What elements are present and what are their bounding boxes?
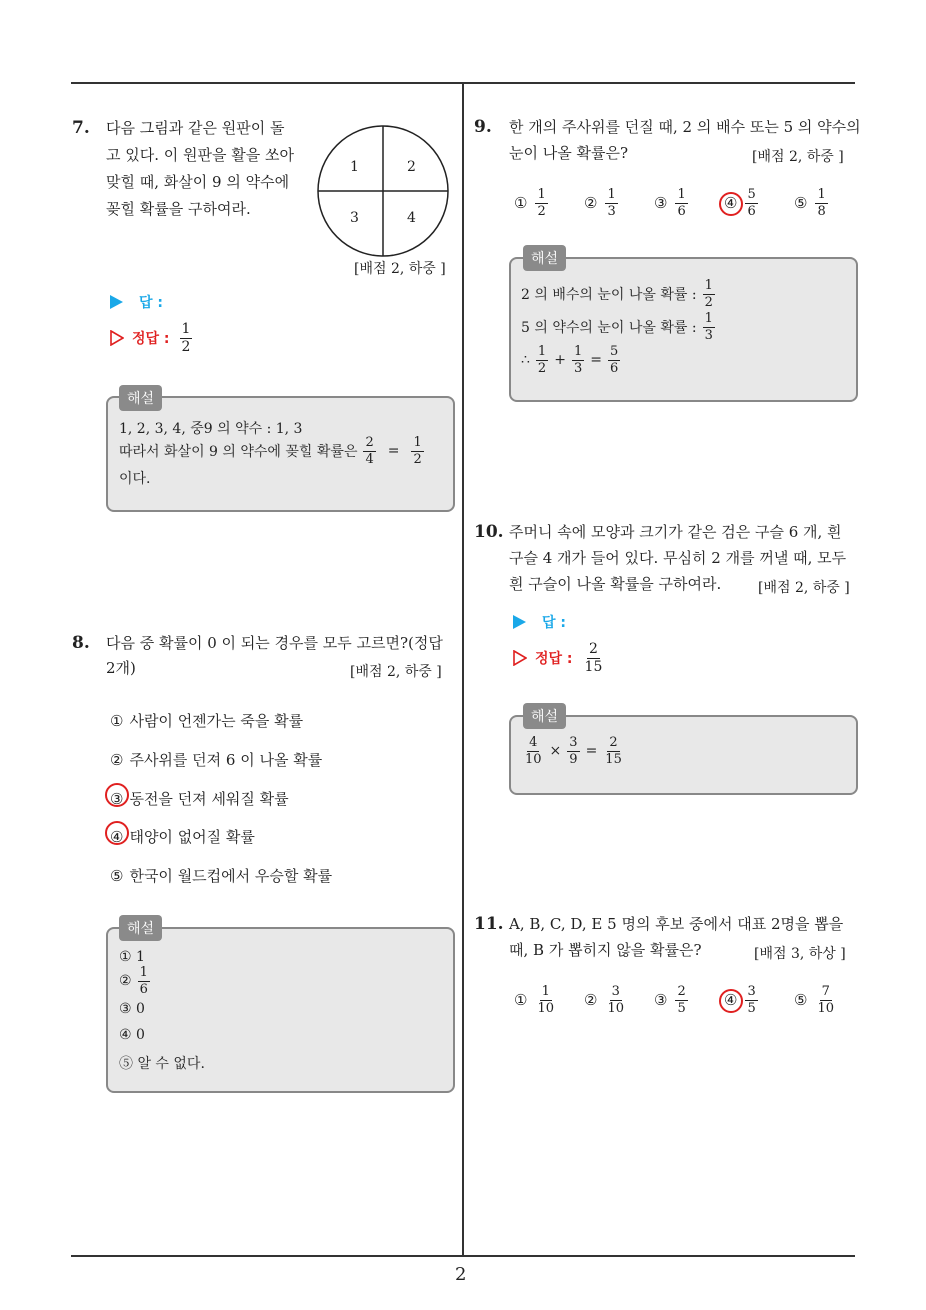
- q7-points: [배점 2, 하중 ]: [354, 261, 446, 277]
- q8-line-1: 다음 중 확률이 0 이 되는 경우를 모두 고르면?(정답: [106, 634, 443, 652]
- q8-number: 8.: [72, 633, 90, 653]
- q11-choice-5[interactable]: ⑤ $\frac{7}{10}$: [794, 984, 834, 1016]
- q11-line-1: A, B, C, D, E 5 명의 후보 중에서 대표 2명을 뽑을: [509, 915, 844, 933]
- q10-answer-label: 답 :: [542, 615, 566, 631]
- outline-play-icon: [110, 330, 124, 346]
- column-divider: [462, 84, 464, 1256]
- q7-number: 7.: [72, 118, 90, 138]
- q11-marked-choice-4: [719, 989, 743, 1013]
- q11-number: 11.: [474, 914, 504, 934]
- play-icon: [110, 295, 123, 309]
- q8-sol-row-3: ③ 0: [119, 1001, 145, 1017]
- q9-sol-row-3: ∴ $\frac{1}{2}$ + $\frac{1}{3}$ = $\frac{5}{6}$: [521, 344, 619, 376]
- q7-answer-label: 답 :: [139, 295, 163, 311]
- outline-play-icon: [513, 650, 527, 666]
- q7-correct-label: 정답 :: [132, 331, 170, 348]
- q8-marked-choice-4: [105, 821, 129, 845]
- q7-line-1: 다음 그림과 같은 원판이 돌: [106, 119, 285, 137]
- q7-solution-line-3: 이다.: [119, 471, 151, 487]
- q8-line-2: 2개): [106, 659, 136, 677]
- disk-label-3: 3: [350, 210, 359, 226]
- q9-line-1: 한 개의 주사위를 던질 때, 2 의 배수 또는 5 의 약수의: [509, 118, 861, 136]
- q9-solution-tag: 해설: [523, 245, 566, 271]
- q9-choice-5[interactable]: ⑤ $\frac{1}{8}$: [794, 187, 826, 219]
- q8-solution-tag: 해설: [119, 915, 162, 941]
- q10-solution-tag: 해설: [523, 703, 566, 729]
- q7-correct-row: [110, 322, 194, 354]
- q9-sol-row-2: 5 의 약수의 눈이 나올 확률 : $\frac{1}{3}$: [521, 311, 713, 343]
- q9-points: [배점 2, 하중 ]: [752, 149, 844, 165]
- q10-correct-fraction: $\frac{2}{15}$: [584, 641, 603, 675]
- q7-solution-line-2: 따라서 화살이 9 의 약수에 꽂힐 확률은 $\frac{2}{4}$ = $\frac{1}{2}$: [119, 435, 422, 467]
- q10-line-2: 구슬 4 개가 들어 있다. 무심히 2 개를 꺼낼 때, 모두: [509, 549, 847, 567]
- q10-correct-label: 정답 :: [535, 651, 573, 668]
- page-number: 2: [455, 1264, 467, 1285]
- q7-line-2: 고 있다. 이 원판을 활을 쏘아: [106, 146, 294, 164]
- q7-sol-frac-b: $\frac{1}{2}$: [413, 435, 422, 467]
- q10-points: [배점 2, 하중 ]: [758, 580, 850, 596]
- q10-line-3: 흰 구슬이 나올 확률을 구하여라.: [509, 575, 722, 593]
- q7-sol-frac-a: $\frac{2}{4}$: [365, 435, 374, 467]
- q7-solution-tag: 해설: [119, 385, 162, 411]
- q8-choice-4[interactable]: ④ 태양이 없어질 확률: [110, 827, 255, 846]
- disk-label-4: 4: [407, 210, 416, 226]
- q8-points: [배점 2, 하중 ]: [350, 664, 442, 680]
- q8-marked-choice-3: [105, 783, 129, 807]
- q8-choice-1[interactable]: ① 사람이 언젠가는 죽을 확률: [110, 711, 304, 730]
- bottom-rule: [71, 1255, 855, 1257]
- q8-choice-5[interactable]: ⑤ 한국이 월드컵에서 우승할 확률: [110, 866, 333, 885]
- q9-choice-4[interactable]: ④ $\frac{5}{6}$: [724, 187, 756, 219]
- disk-label-1: 1: [350, 159, 359, 175]
- q10-number: 10.: [474, 522, 504, 542]
- q11-choice-1[interactable]: ① $\frac{1}{10}$: [514, 984, 554, 1016]
- play-icon: [513, 615, 526, 629]
- q10-line-1: 주머니 속에 모양과 크기가 같은 검은 구슬 6 개, 흰: [509, 523, 842, 541]
- q7-line-4: 꽂힐 확률을 구하여라.: [106, 200, 251, 218]
- q8-sol-row-4: ④ 0: [119, 1027, 145, 1043]
- q10-correct-row: [513, 642, 606, 674]
- q11-line-2: 때, B 가 뽑히지 않을 확률은?: [509, 941, 702, 959]
- q7-line-3: 맞힐 때, 화살이 9 의 약수에: [106, 173, 290, 191]
- q9-sol-row-1: 2 의 배수의 눈이 나올 확률 : $\frac{1}{2}$: [521, 278, 713, 310]
- q9-choice-1[interactable]: ① $\frac{1}{2}$: [514, 187, 546, 219]
- disk-label-2: 2: [407, 159, 416, 175]
- q10-sol-row: $\frac{4}{10}$ × $\frac{3}{9}$ = $\frac{2}{15}$: [525, 735, 622, 767]
- q8-choice-2[interactable]: ② 주사위를 던져 6 이 나올 확률: [110, 750, 323, 769]
- q8-choice-3[interactable]: ③ 동전을 던져 세워질 확률: [110, 789, 289, 808]
- q7-target-disk: [316, 124, 450, 258]
- q7-correct-fraction: $\frac{1}{2}$: [181, 321, 191, 355]
- q7-solution-line-1: 1, 2, 3, 4, 중9 의 약수 : 1, 3: [119, 421, 303, 437]
- q9-choice-2[interactable]: ② $\frac{1}{3}$: [584, 187, 616, 219]
- q9-number: 9.: [474, 117, 492, 137]
- q8-sol-row-2: ② $\frac{1}{6}$: [119, 965, 148, 997]
- q7-answer-row: [110, 292, 163, 312]
- q11-choice-3[interactable]: ③ $\frac{2}{5}$: [654, 984, 686, 1016]
- q11-points: [배점 3, 하상 ]: [754, 946, 846, 962]
- q11-choice-4[interactable]: ④ $\frac{3}{5}$: [724, 984, 756, 1016]
- q8-sol-row-5: ⑤ 알 수 없다.: [119, 1056, 205, 1072]
- q11-choice-2[interactable]: ② $\frac{3}{10}$: [584, 984, 624, 1016]
- q9-marked-choice-4: [719, 192, 743, 216]
- q10-answer-row: [513, 612, 566, 632]
- q9-choice-3[interactable]: ③ $\frac{1}{6}$: [654, 187, 686, 219]
- q8-sol-row-1: ① 1: [119, 949, 145, 965]
- q9-line-2: 눈이 나올 확률은?: [509, 144, 629, 162]
